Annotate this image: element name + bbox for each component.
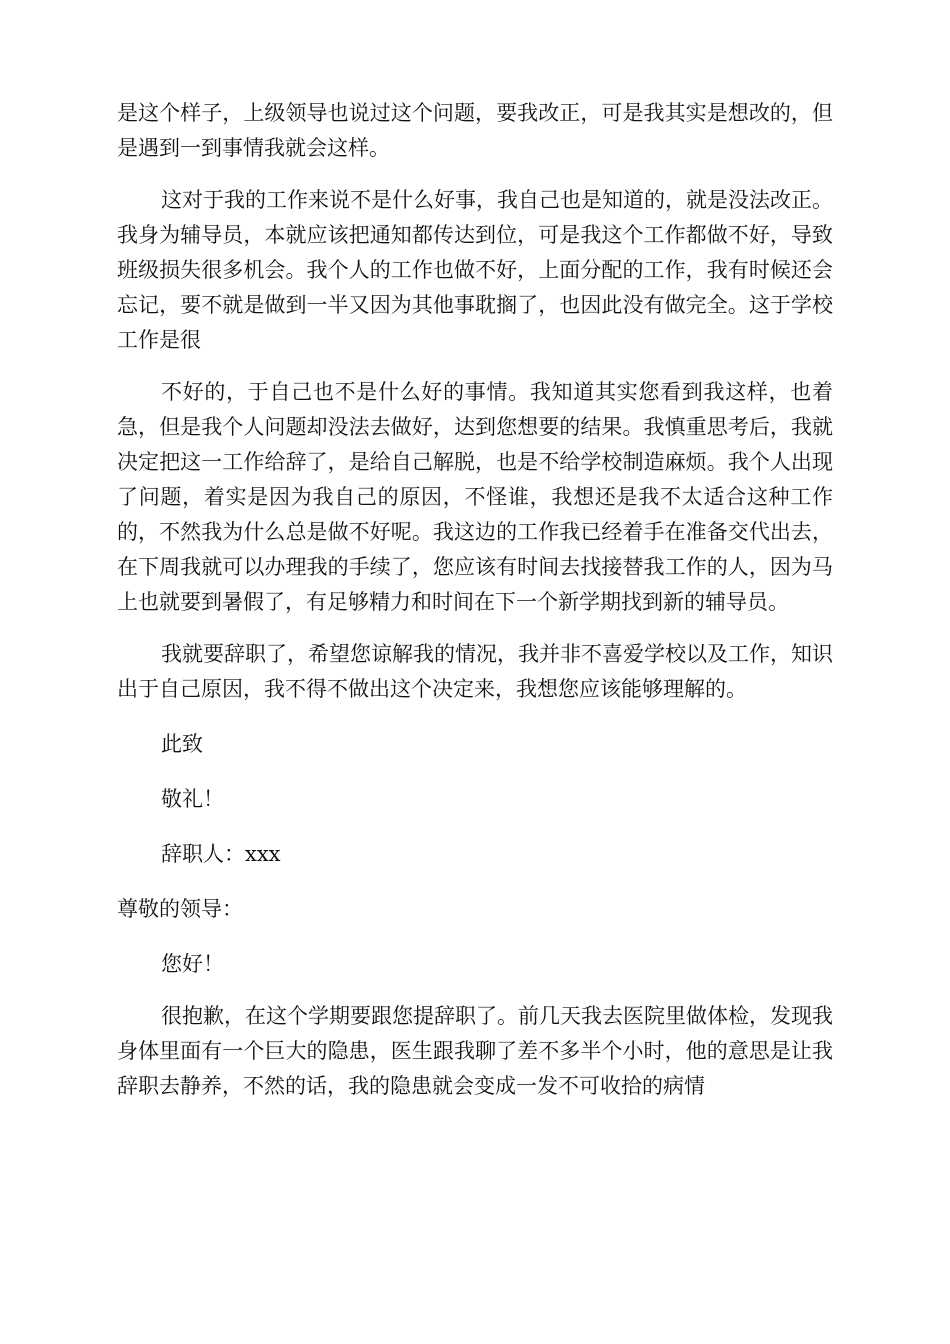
paragraph-4: 我就要辞职了，希望您谅解我的情况，我并非不喜爱学校以及工作，知识出于自己原因，我不得不做出这个决定来，我想您应该能够理解的。 [117, 642, 833, 701]
paragraph-2: 这对于我的工作来说不是什么好事，我自己也是知道的，就是没法改正。我身为辅导员，本就应该把通知都传达到位，可是我这个工作都做不好，导致班级损失很多机会。我个人的工作也做不好，上面分配的工作，我有时候还会忘记，要不就是做到一半又因为其他事耽搁了，也因此没有做完全。这于学校工作是很 [117, 188, 833, 352]
closing-line-2: 敬礼！ [161, 787, 224, 811]
greeting-line: 您好！ [161, 952, 224, 976]
closing-line-1: 此致 [161, 732, 203, 756]
salutation-line: 尊敬的领导： [117, 897, 243, 921]
paragraph-5: 很抱歉，在这个学期要跟您提辞职了。前几天我去医院里做体检，发现我身体里面有一个巨大的隐患，医生跟我聊了差不多半个小时，他的意思是让我辞职去静养，不然的话，我的隐患就会变成一发不可收拾的病情 [117, 1004, 833, 1098]
signature-line: 辞职人：xxx [161, 842, 281, 866]
paragraph-3: 不好的，于自己也不是什么好的事情。我知道其实您看到我这样，也着急，但是我个人问题却没法去做好，达到您想要的结果。我慎重思考后，我就决定把这一工作给辞了，是给自己解脱，也是不给学校制造麻烦。我个人出现了问题，着实是因为我自己的原因，不怪谁，我想还是我不太适合这种工作的，不然我为什么总是做不好呢。我这边的工作我已经着手在准备交代出去，在下周我就可以办理我的手续了，您应该有时间去找接替我工作的人，因为马上也就要到暑假了，有足够精力和时间在下一个新学期找到新的辅导员。 [117, 380, 833, 614]
document-body [117, 96, 833, 1104]
paragraph-1: 是这个样子，上级领导也说过这个问题，要我改正，可是我其实是想改的，但是遇到一到事情我就会这样。 [117, 101, 833, 160]
